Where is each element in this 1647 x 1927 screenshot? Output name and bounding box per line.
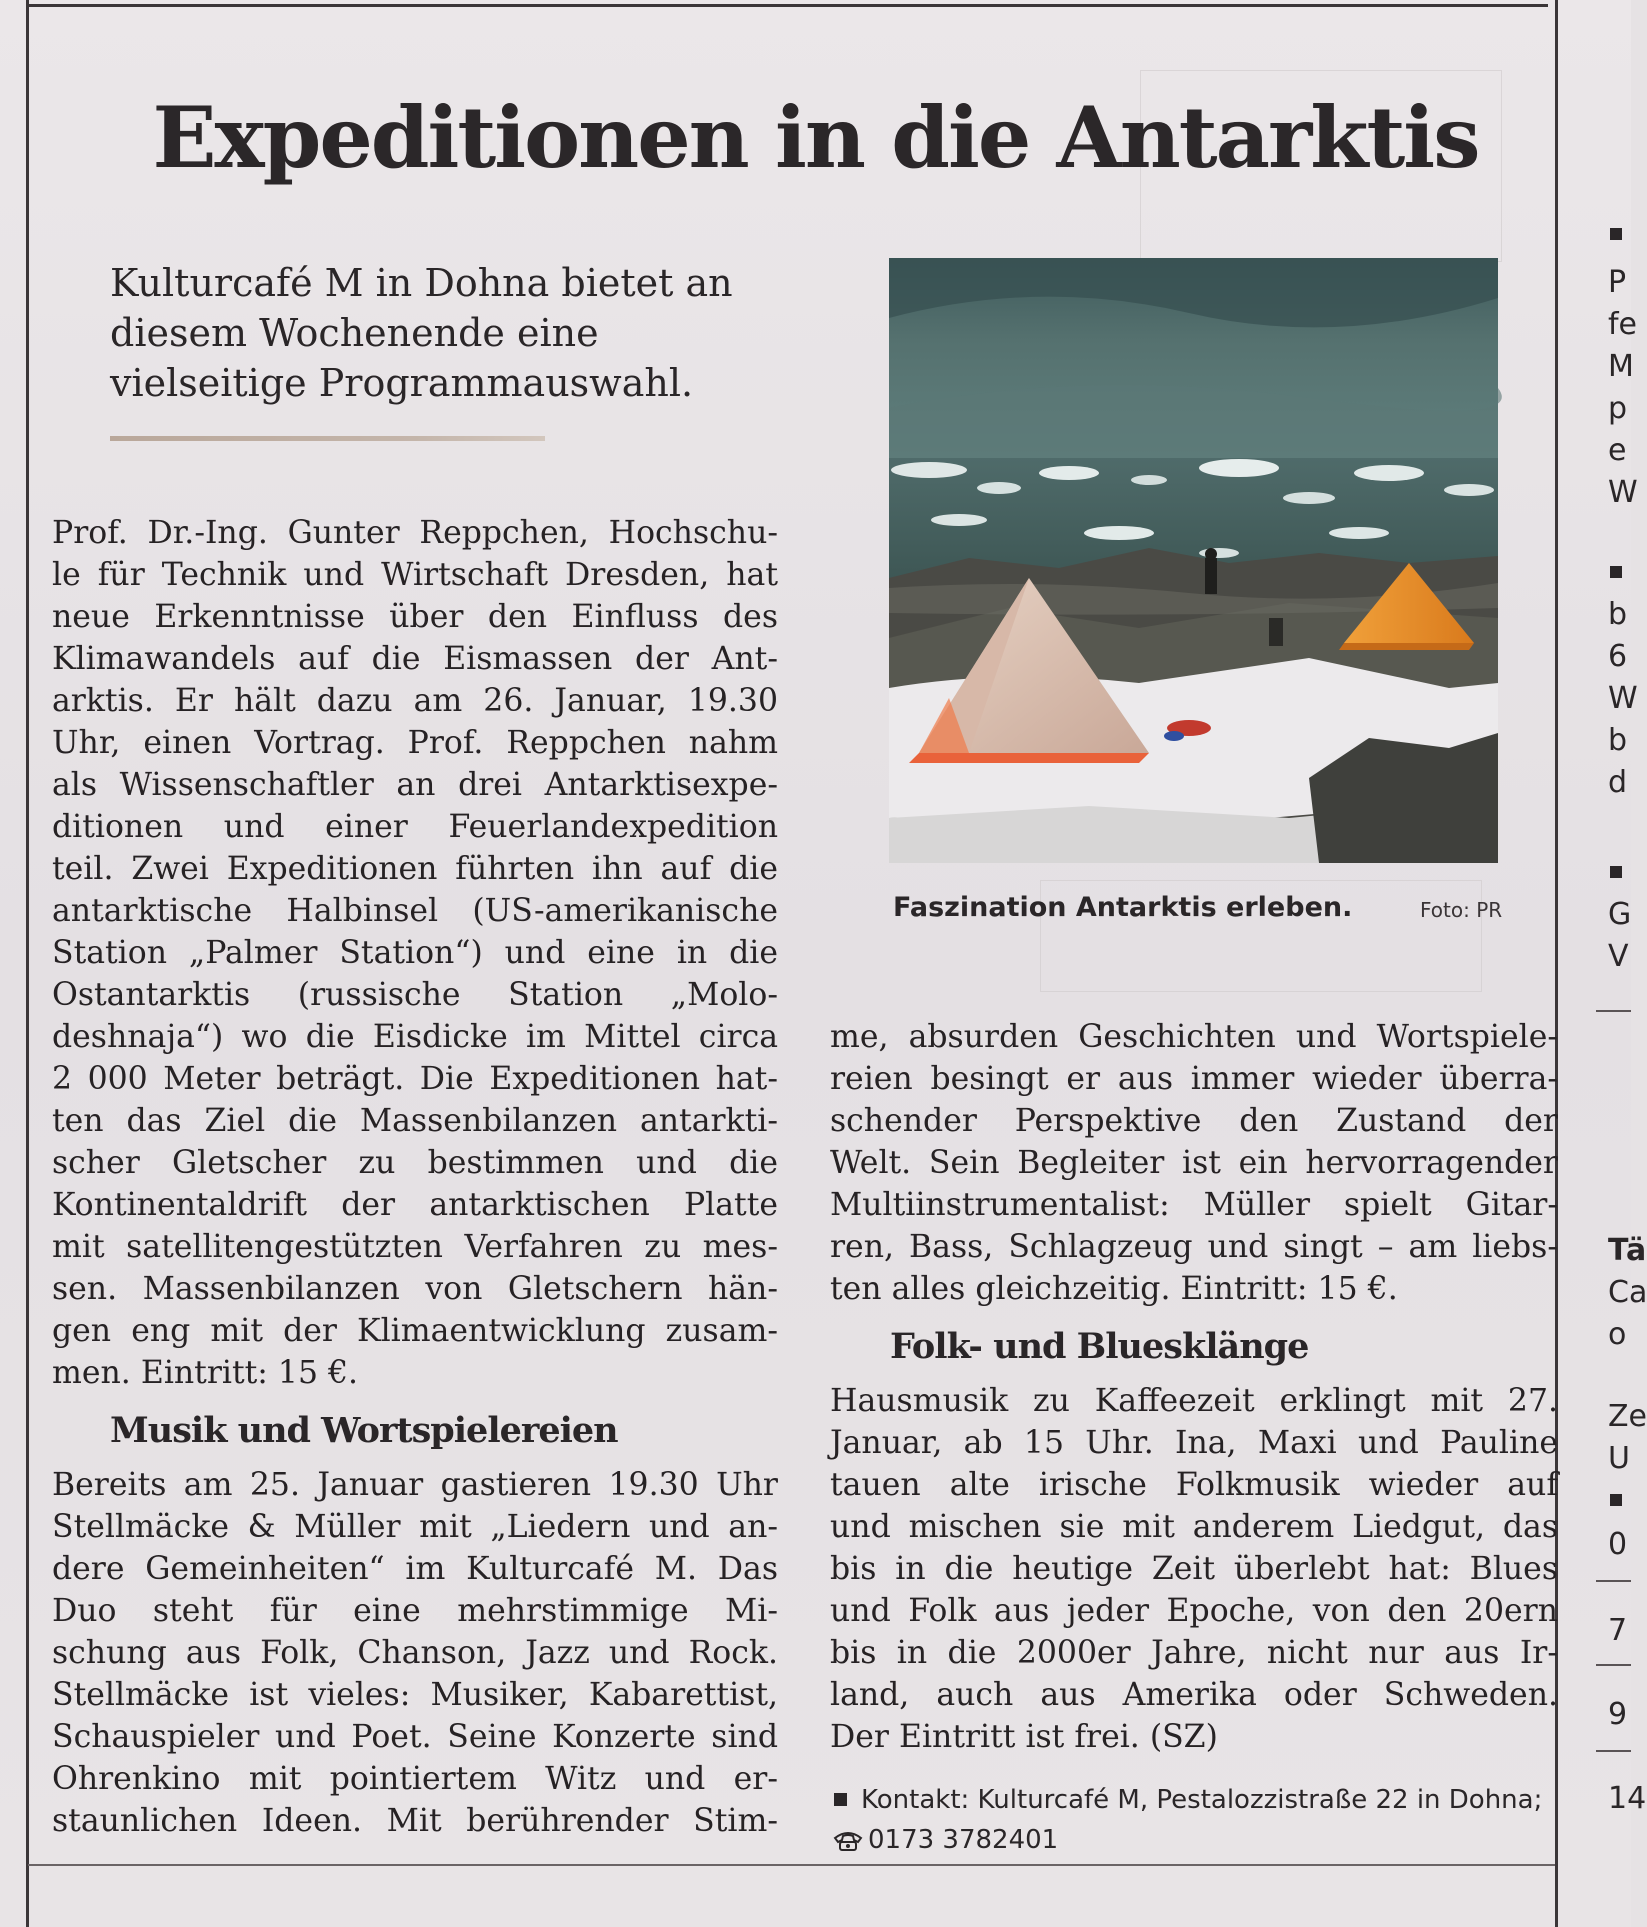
body-line: arktis. Er hält dazu am 26. Januar, 19.30 — [52, 683, 778, 719]
article-headline: Expeditionen in die Antarktis — [152, 88, 1479, 187]
body-line: neue Erkenntnisse über den Einfluss des — [52, 599, 778, 635]
adjacent-fragment: M — [1608, 349, 1634, 384]
photo-caption: Faszination Antarktis erleben. — [893, 892, 1353, 923]
body-line: schender Perspektive den Zustand der — [830, 1103, 1558, 1139]
adjacent-fragment: e — [1608, 433, 1627, 468]
adjacent-fragment: 9 — [1608, 1697, 1628, 1732]
left-column-rule — [26, 0, 29, 1927]
body-line: Klimawandels auf die Eismassen der Ant- — [52, 641, 778, 677]
adjacent-fragment: Tä — [1608, 1233, 1647, 1268]
contact-text: Kontakt: Kulturcafé M, Pestalozzistraße 22 in Dohna; — [861, 1785, 1543, 1815]
adjacent-fragment: U — [1608, 1441, 1630, 1476]
body-line: Station „Palmer Station“) und eine in die — [52, 935, 778, 971]
section-heading-folk: Folk- und Bluesklänge — [890, 1326, 1309, 1367]
body-line: Uhr, einen Vortrag. Prof. Reppchen nahm — [52, 725, 778, 761]
adjacent-fragment: fe — [1608, 307, 1638, 342]
body-line: le für Technik und Wirtschaft Dresden, hat — [52, 557, 778, 593]
body-line: Hausmusik zu Kaffeezeit erklingt mit 27. — [830, 1383, 1558, 1419]
subtitle-line: vielseitige Programmauswahl. — [110, 361, 694, 405]
top-rule — [28, 4, 1548, 7]
phone-number: 0173 3782401 — [868, 1825, 1059, 1855]
body-line: Der Eintritt ist frei. (SZ) — [830, 1719, 1218, 1755]
body-line: gen eng mit der Klimaentwicklung zusam- — [52, 1313, 778, 1349]
body-line: ditionen und einer Feuerlandexpedition — [52, 809, 778, 845]
body-line: ten das Ziel die Massenbilanzen antarkti- — [52, 1103, 778, 1139]
subtitle-divider — [110, 436, 545, 441]
body-line: men. Eintritt: 15 €. — [52, 1355, 359, 1391]
body-line: scher Gletscher zu bestimmen und die — [52, 1145, 778, 1181]
body-line: ren, Bass, Schlagzeug und singt – am liebs- — [830, 1229, 1558, 1265]
adjacent-bullet — [1610, 1494, 1622, 1506]
adjacent-fragment: b — [1608, 597, 1628, 632]
body-line: Bereits am 25. Januar gastieren 19.30 Uhr — [52, 1467, 778, 1503]
article-column-1 — [52, 512, 778, 1842]
phone-line — [832, 1820, 1542, 1860]
body-line: antarktische Halbinsel (US-amerikanische — [52, 893, 778, 929]
adjacent-fragment: o — [1608, 1317, 1627, 1352]
body-line: teil. Zwei Expeditionen führten ihn auf die — [52, 851, 778, 887]
adjacent-fragment: b — [1608, 723, 1628, 758]
adjacent-fragment: 0 — [1608, 1527, 1628, 1562]
adjacent-fragment: W — [1608, 475, 1638, 510]
adjacent-bullet — [1610, 228, 1622, 240]
adjacent-fragment: 6 — [1608, 639, 1628, 674]
adjacent-rule — [1596, 1580, 1631, 1582]
body-line: me, absurden Geschichten und Wortspiele- — [830, 1019, 1558, 1055]
adjacent-rule — [1596, 1010, 1631, 1012]
body-line: 2 000 Meter beträgt. Die Expeditionen hat- — [52, 1061, 778, 1097]
body-line: schung aus Folk, Chanson, Jazz und Rock. — [52, 1635, 778, 1671]
body-line: Welt. Sein Begleiter ist ein hervorragender — [830, 1145, 1558, 1181]
adjacent-rule — [1596, 1664, 1631, 1666]
bottom-rule — [28, 1864, 1555, 1866]
adjacent-fragment: W — [1608, 681, 1638, 716]
body-line: Ohrenkino mit pointiertem Witz und er- — [52, 1761, 778, 1797]
body-line: und mischen sie mit anderem Liedgut, das — [830, 1509, 1558, 1545]
adjacent-fragment: 14 — [1608, 1781, 1647, 1816]
adjacent-fragment: Ze — [1608, 1399, 1647, 1434]
body-line: Stellmäcke & Müller mit „Liedern und an- — [52, 1509, 778, 1545]
body-line: Januar, ab 15 Uhr. Ina, Maxi und Pauline — [830, 1425, 1558, 1461]
adjacent-fragment: V — [1608, 939, 1629, 974]
adjacent-bullet — [1610, 866, 1622, 878]
body-line: staunlichen Ideen. Mit berührender Stim- — [52, 1803, 778, 1839]
body-line: Multiinstrumentalist: Müller spielt Gitar- — [830, 1187, 1558, 1223]
article-column-2 — [830, 1016, 1558, 1758]
adjacent-bullet — [1610, 566, 1622, 578]
adjacent-rule — [1596, 1750, 1631, 1752]
body-line: und Folk aus jeder Epoche, von den 20ern — [830, 1593, 1558, 1629]
body-line: Ostantarktis (russische Station „Molo- — [52, 977, 778, 1013]
subtitle-line: diesem Wochenende eine — [110, 311, 599, 355]
adjacent-fragment: 7 — [1608, 1613, 1628, 1648]
adjacent-fragment: P — [1608, 265, 1627, 300]
adjacent-fragment: Ca — [1608, 1275, 1647, 1310]
adjacent-fragment: p — [1608, 391, 1628, 426]
contact-line — [832, 1780, 1542, 1820]
adjacent-fragment: d — [1608, 765, 1628, 800]
body-line: bis in die heutige Zeit überlebt hat: Blues — [830, 1551, 1558, 1587]
antarctica-photo — [889, 258, 1498, 863]
body-line: tauen alte irische Folkmusik wieder auf — [830, 1467, 1558, 1503]
article-subtitle — [110, 258, 810, 408]
contact-block — [832, 1780, 1542, 1860]
square-bullet-icon — [834, 1793, 847, 1806]
telephone-icon — [832, 1830, 864, 1852]
body-line: Prof. Dr.-Ing. Gunter Reppchen, Hochschu- — [52, 515, 778, 551]
body-line: dere Gemeinheiten“ im Kulturcafé M. Das — [52, 1551, 778, 1587]
antarctica-photo-image — [889, 258, 1498, 863]
body-line: reien besingt er aus immer wieder überra- — [830, 1061, 1558, 1097]
body-line: als Wissenschaftler an drei Antarktisexpe- — [52, 767, 778, 803]
body-line: Stellmäcke ist vieles: Musiker, Kabarettist, — [52, 1677, 778, 1713]
body-line: Kontinentaldrift der antarktischen Platte — [52, 1187, 778, 1223]
body-line: bis in die 2000er Jahre, nicht nur aus Ir- — [830, 1635, 1558, 1671]
body-line: Duo steht für eine mehrstimmige Mi- — [52, 1593, 778, 1629]
photo-credit: Foto: PR — [1420, 898, 1503, 922]
body-line: land, auch aus Amerika oder Schweden. — [830, 1677, 1558, 1713]
body-line: sen. Massenbilanzen von Gletschern hän- — [52, 1271, 778, 1307]
adjacent-fragment: G — [1608, 897, 1632, 932]
section-heading-musik: Musik und Wortspielereien — [110, 1410, 618, 1451]
body-line: ten alles gleichzeitig. Eintritt: 15 €. — [830, 1271, 1398, 1307]
body-line: Schauspieler und Poet. Seine Konzerte sind — [52, 1719, 778, 1755]
body-line: mit satellitengestützten Verfahren zu mes- — [52, 1229, 778, 1265]
subtitle-line: Kulturcafé M in Dohna bietet an — [110, 261, 733, 305]
body-line: deshnaja“) wo die Eisdicke im Mittel circa — [52, 1019, 778, 1055]
